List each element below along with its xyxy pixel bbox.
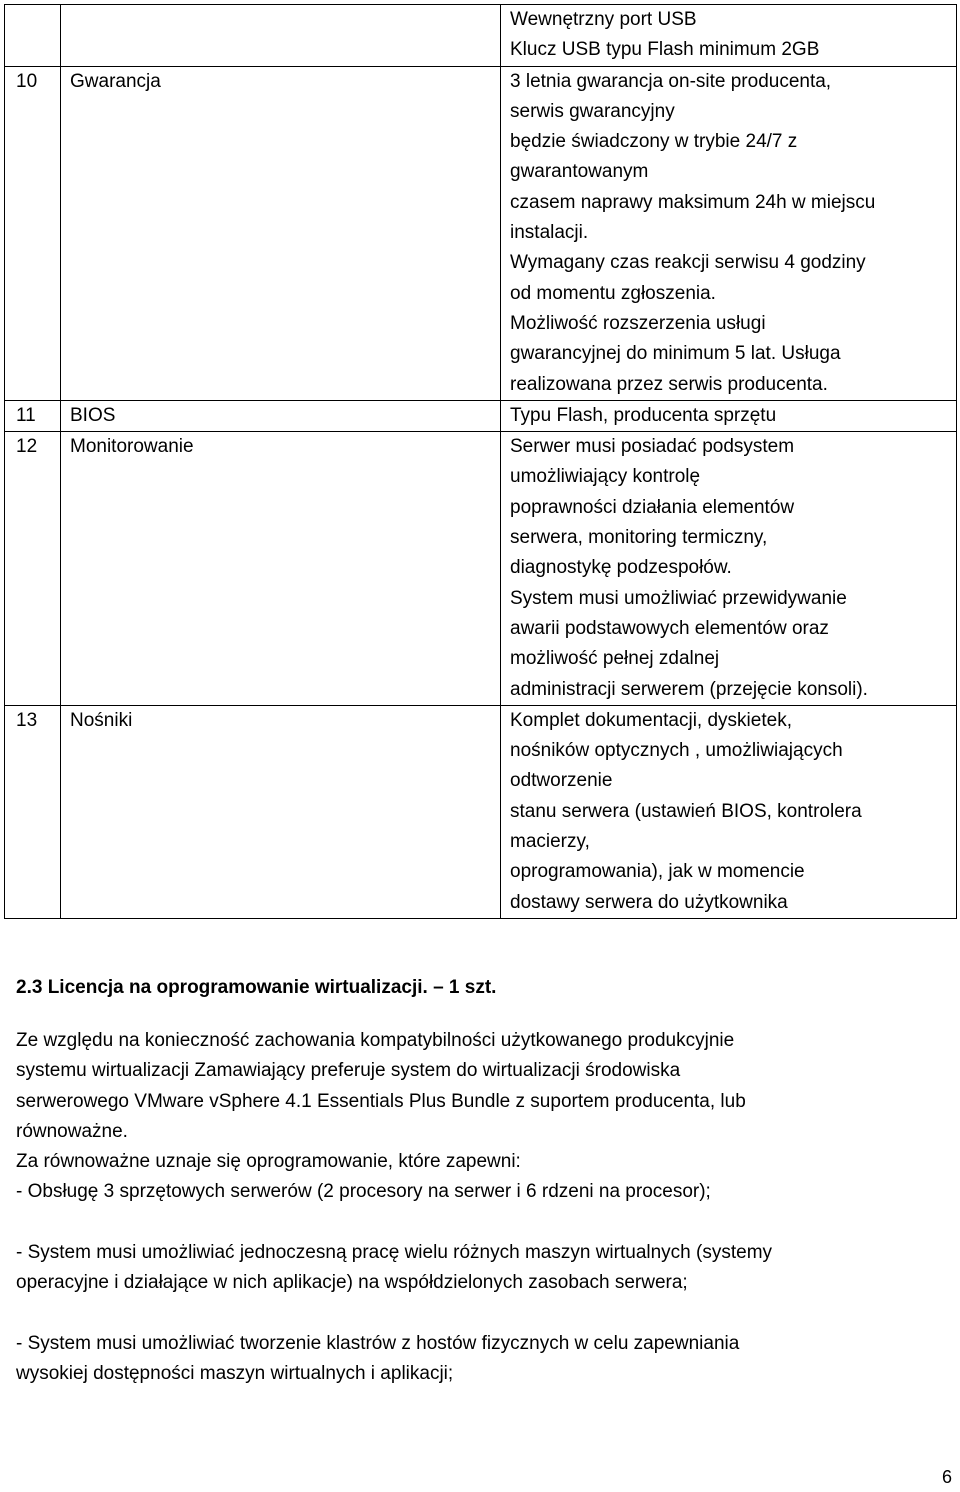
page-number: 6 [941, 1467, 952, 1487]
value-line: Wewnętrzny port USB [510, 9, 697, 30]
table-row [5, 400, 957, 431]
row-name: Monitorowanie [61, 432, 501, 706]
value-line: gwarancyjnej do minimum 5 lat. Usługa [510, 343, 841, 365]
value-line: będzie świadczony w trybie 24/7 z [510, 131, 798, 153]
value-line: 3 letnia gwarancja on-site producenta, [510, 70, 832, 92]
value-line: stanu serwera (ustawień BIOS, kontrolera [510, 800, 862, 822]
value-line: Typu Flash, producenta sprzętu [510, 404, 777, 426]
value-line: serwis gwarancyjny [510, 100, 675, 122]
paragraph-line: serwerowego VMware vSphere 4.1 Essentials Plus Bundle z suportem producenta, lub [16, 1090, 746, 1112]
value-line: awarii podstawowych elementów oraz [510, 617, 829, 639]
blank-line [16, 1299, 946, 1329]
value-line: System musi umożliwiać przewidywanie [510, 587, 847, 609]
paragraph-line: systemu wirtualizacji Zamawiający preferuje system do wirtualizacji środowiska [16, 1060, 681, 1082]
value-line: umożliwiający kontrolę [510, 466, 701, 488]
paragraph-line: Ze względu na konieczność zachowania kompatybilności użytkowanego produkcyjnie [16, 1030, 735, 1051]
value-line: odtworzenie [510, 770, 613, 792]
value-line: Wymagany czas reakcji serwisu 4 godziny [510, 252, 866, 274]
value-line: diagnostykę podzespołów. [510, 557, 732, 579]
value-line: możliwość pełnej zdalnej [510, 648, 720, 670]
row-number [5, 5, 61, 67]
row-name: Nośniki [61, 705, 501, 918]
value-line: instalacji. [510, 222, 589, 244]
paragraph-line: - Obsługę 3 sprzętowych serwerów (2 procesory na serwer i 6 rdzeni na procesor); [16, 1181, 711, 1203]
value-line: czasem naprawy maksimum 24h w miejscu [510, 191, 876, 213]
value-line: poprawności działania elementów [510, 496, 795, 518]
specification-table [4, 4, 957, 919]
row-value [501, 432, 957, 706]
paragraph-line: równoważne. [16, 1120, 128, 1142]
row-value [501, 400, 957, 431]
value-line: gwarantowanym [510, 161, 649, 183]
paragraph-line: - System musi umożliwiać tworzenie klastrów z hostów fizycznych w celu zapewniania [16, 1332, 740, 1354]
blank-line [16, 1208, 946, 1238]
row-number: 12 [5, 432, 61, 706]
value-line: serwera, monitoring termiczny, [510, 527, 768, 549]
row-number: 11 [5, 400, 61, 431]
row-name: BIOS [61, 400, 501, 431]
section-body [16, 1026, 946, 1390]
row-value [501, 705, 957, 918]
table-row [5, 705, 957, 918]
value-line: administracji serwerem (przejęcie konsoli). [510, 678, 868, 700]
row-number: 13 [5, 705, 61, 918]
value-line: dostawy serwera do użytkownika [510, 891, 788, 913]
table-row [5, 432, 957, 706]
table-row [5, 5, 957, 67]
paragraph-line: wysokiej dostępności maszyn wirtualnych i aplikacji; [16, 1363, 454, 1385]
value-line: Możliwość rozszerzenia usługi [510, 312, 766, 334]
paragraph-line: Za równoważne uznaje się oprogramowanie, które zapewni: [16, 1151, 521, 1173]
paragraph-line: - System musi umożliwiać jednoczesną pracę wielu różnych maszyn wirtualnych (systemy [16, 1242, 773, 1264]
row-name [61, 5, 501, 67]
value-line: realizowana przez serwis producenta. [510, 373, 828, 395]
paragraph-line: operacyjne i działające w nich aplikacje) na współdzielonych zasobach serwera; [16, 1272, 688, 1294]
row-value [501, 5, 957, 67]
section-heading: 2.3 Licencja na oprogramowanie wirtualizacji. – 1 szt. [16, 977, 497, 998]
value-line: nośników optycznych , umożliwiających [510, 740, 843, 762]
value-line: Komplet dokumentacji, dyskietek, [510, 709, 792, 731]
value-line: oprogramowania), jak w momencie [510, 861, 805, 883]
value-line: od momentu zgłoszenia. [510, 282, 716, 304]
row-number: 10 [5, 66, 61, 400]
row-value [501, 66, 957, 400]
value-line: macierzy, [510, 831, 590, 853]
row-name: Gwarancja [61, 66, 501, 400]
value-line: Serwer musi posiadać podsystem [510, 436, 795, 458]
table-row [5, 66, 957, 400]
value-line: Klucz USB typu Flash minimum 2GB [510, 39, 820, 61]
